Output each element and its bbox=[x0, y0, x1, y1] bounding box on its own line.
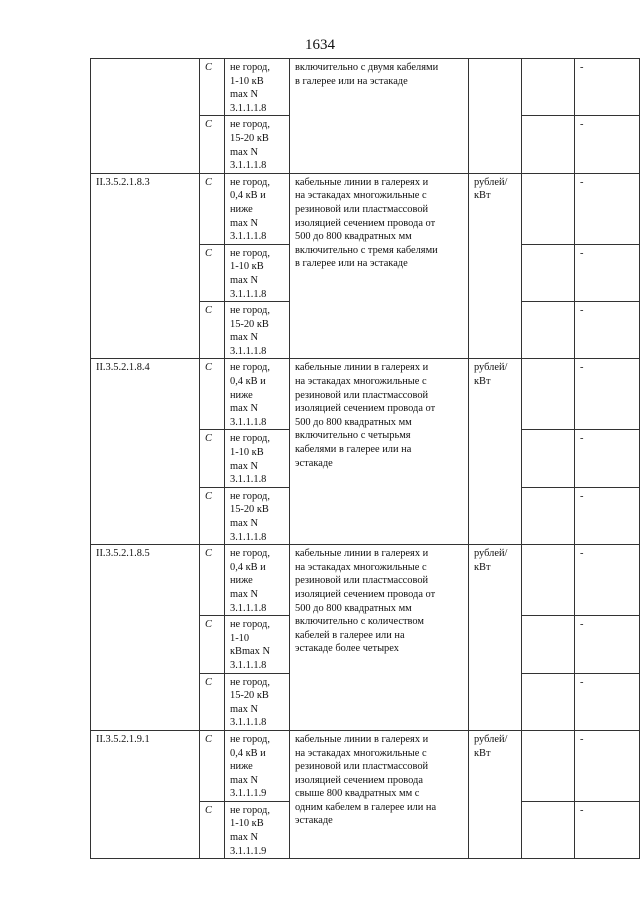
category-cell bbox=[200, 59, 225, 116]
category-cell-line: С bbox=[205, 619, 212, 631]
description-cell-line: резиновой или пластмассовой bbox=[295, 575, 429, 587]
condition-cell-line: не город, bbox=[230, 433, 270, 445]
unit-cell-line: рублей/ bbox=[474, 733, 508, 745]
code-cell-line: II.3.5.2.1.8.4 bbox=[96, 362, 150, 374]
unit-cell bbox=[469, 359, 522, 545]
condition-cell-line: 3.1.1.1.8 bbox=[230, 102, 267, 114]
description-cell-line: кабелями в галерее или на bbox=[295, 444, 412, 456]
code-cell bbox=[91, 59, 200, 174]
value2-cell-line: - bbox=[580, 548, 584, 560]
condition-cell bbox=[225, 244, 290, 301]
value1-cell bbox=[522, 116, 575, 173]
description-cell bbox=[290, 173, 469, 359]
description-cell-line: резиновой или пластмассовой bbox=[295, 203, 429, 215]
table-row bbox=[91, 173, 640, 244]
category-cell-line: С bbox=[205, 490, 212, 502]
condition-cell-line: 0,4 кВ и bbox=[230, 561, 266, 573]
code-cell bbox=[91, 359, 200, 545]
condition-cell-line: max N bbox=[230, 588, 258, 600]
value2-cell bbox=[575, 430, 640, 487]
condition-cell-line: 3.1.1.1.8 bbox=[230, 160, 267, 172]
category-cell-line: С bbox=[205, 433, 212, 445]
description-cell-line: кабельные линии в галереях и bbox=[295, 176, 429, 188]
value1-cell bbox=[522, 59, 575, 116]
value1-cell bbox=[522, 545, 575, 616]
category-cell bbox=[200, 801, 225, 858]
description-cell-line: одним кабелем в галерее или на bbox=[295, 801, 437, 813]
value2-cell bbox=[575, 673, 640, 730]
description-cell-line: изоляцией сечением провода bbox=[295, 774, 423, 786]
value2-cell bbox=[575, 487, 640, 544]
condition-cell-line: max N bbox=[230, 332, 258, 344]
value1-cell bbox=[522, 487, 575, 544]
condition-cell-line: max N bbox=[230, 403, 258, 415]
unit-cell bbox=[469, 59, 522, 174]
value1-cell bbox=[522, 244, 575, 301]
value1-cell bbox=[522, 801, 575, 858]
value2-cell bbox=[575, 359, 640, 430]
category-cell-line: С bbox=[205, 676, 212, 688]
value1-cell bbox=[522, 430, 575, 487]
category-cell-line: С bbox=[205, 548, 212, 560]
condition-cell-line: ниже bbox=[230, 575, 253, 587]
description-cell-line: резиновой или пластмассовой bbox=[295, 389, 429, 401]
description-cell bbox=[290, 545, 469, 731]
value2-cell-line: - bbox=[580, 247, 584, 259]
code-cell-line: II.3.5.2.1.9.1 bbox=[96, 733, 150, 745]
category-cell-line: С bbox=[205, 247, 212, 259]
value1-cell bbox=[522, 302, 575, 359]
category-cell bbox=[200, 545, 225, 616]
description-cell-line: изоляцией сечением провода от bbox=[295, 403, 436, 415]
table-row bbox=[91, 730, 640, 801]
unit-cell bbox=[469, 545, 522, 731]
description-cell bbox=[290, 730, 469, 858]
condition-cell-line: 1-10 кВ bbox=[230, 818, 264, 830]
condition-cell-line: 15-20 кВ bbox=[230, 132, 269, 144]
category-cell-line: С bbox=[205, 305, 212, 317]
condition-cell bbox=[225, 173, 290, 244]
table-row bbox=[91, 359, 640, 430]
category-cell-line: С bbox=[205, 176, 212, 188]
condition-cell-line: 0,4 кВ и bbox=[230, 190, 266, 202]
value2-cell bbox=[575, 244, 640, 301]
condition-cell-line: 1-10 кВ bbox=[230, 75, 264, 87]
condition-cell-line: 15-20 кВ bbox=[230, 318, 269, 330]
condition-cell-line: max N bbox=[230, 217, 258, 229]
unit-cell bbox=[469, 730, 522, 858]
value2-cell-line: - bbox=[580, 176, 584, 188]
value2-cell bbox=[575, 59, 640, 116]
description-cell-line: эстакаде bbox=[295, 457, 333, 469]
category-cell bbox=[200, 673, 225, 730]
code-cell-line: II.3.5.2.1.8.3 bbox=[96, 176, 150, 188]
condition-cell-line: 3.1.1.1.8 bbox=[230, 288, 267, 300]
condition-cell-line: 15-20 кВ bbox=[230, 504, 269, 516]
condition-cell-line: не город, bbox=[230, 548, 270, 560]
value2-cell bbox=[575, 302, 640, 359]
description-cell-line: кабельные линии в галереях и bbox=[295, 548, 429, 560]
value2-cell-line: - bbox=[580, 433, 584, 445]
table-body bbox=[91, 59, 640, 859]
description-cell-line: свыше 800 квадратных мм с bbox=[295, 788, 420, 800]
unit-cell-line: рублей/ bbox=[474, 548, 508, 560]
description-cell-line: эстакаде более четырех bbox=[295, 643, 399, 655]
value2-cell bbox=[575, 545, 640, 616]
condition-cell-line: не город, bbox=[230, 733, 270, 745]
condition-cell bbox=[225, 430, 290, 487]
condition-cell-line: не город, bbox=[230, 490, 270, 502]
condition-cell bbox=[225, 616, 290, 673]
description-cell-line: 500 до 800 квадратных мм bbox=[295, 416, 412, 428]
description-cell-line: на эстакадах многожильные с bbox=[295, 190, 427, 202]
unit-cell-line: кВт bbox=[474, 190, 491, 202]
category-cell-line: С bbox=[205, 362, 212, 374]
condition-cell-line: 3.1.1.1.8 bbox=[230, 659, 267, 671]
value1-cell bbox=[522, 173, 575, 244]
description-cell-line: включительно с количеством bbox=[295, 616, 424, 628]
tariff-table bbox=[90, 58, 640, 859]
condition-cell-line: 3.1.1.1.8 bbox=[230, 474, 267, 486]
value2-cell bbox=[575, 730, 640, 801]
table-row bbox=[91, 545, 640, 616]
condition-cell-line: max N bbox=[230, 89, 258, 101]
unit-cell bbox=[469, 173, 522, 359]
condition-cell bbox=[225, 801, 290, 858]
condition-cell-line: не город, bbox=[230, 305, 270, 317]
condition-cell-line: max N bbox=[230, 460, 258, 472]
condition-cell-line: 3.1.1.1.8 bbox=[230, 717, 267, 729]
category-cell-line: С bbox=[205, 119, 212, 131]
value1-cell bbox=[522, 730, 575, 801]
condition-cell-line: ниже bbox=[230, 761, 253, 773]
condition-cell bbox=[225, 545, 290, 616]
condition-cell bbox=[225, 730, 290, 801]
code-cell-line: II.3.5.2.1.8.5 bbox=[96, 548, 150, 560]
category-cell bbox=[200, 359, 225, 430]
condition-cell-line: не город, bbox=[230, 176, 270, 188]
description-cell-line: кабельные линии в галереях и bbox=[295, 362, 429, 374]
condition-cell-line: 0,4 кВ и bbox=[230, 376, 266, 388]
description-cell-line: резиновой или пластмассовой bbox=[295, 761, 429, 773]
value2-cell-line: - bbox=[580, 733, 584, 745]
condition-cell-line: не город, bbox=[230, 247, 270, 259]
condition-cell-line: max N bbox=[230, 832, 258, 844]
description-cell bbox=[290, 359, 469, 545]
value2-cell-line: - bbox=[580, 305, 584, 317]
condition-cell-line: не город, bbox=[230, 119, 270, 131]
condition-cell bbox=[225, 487, 290, 544]
condition-cell bbox=[225, 116, 290, 173]
value2-cell-line: - bbox=[580, 62, 584, 73]
value2-cell-line: - bbox=[580, 676, 584, 688]
condition-cell-line: 15-20 кВ bbox=[230, 690, 269, 702]
condition-cell bbox=[225, 59, 290, 116]
category-cell bbox=[200, 730, 225, 801]
description-cell-line: 500 до 800 квадратных мм bbox=[295, 231, 412, 243]
condition-cell-line: не город, bbox=[230, 619, 270, 631]
description-cell-line: кабелей в галерее или на bbox=[295, 629, 405, 641]
condition-cell-line: 3.1.1.1.8 bbox=[230, 231, 267, 243]
condition-cell-line: кВmax N bbox=[230, 646, 270, 658]
category-cell bbox=[200, 487, 225, 544]
condition-cell-line: 0,4 кВ и bbox=[230, 747, 266, 759]
description-cell-line: в галерее или на эстакаде bbox=[295, 75, 408, 87]
condition-cell-line: не город, bbox=[230, 362, 270, 374]
condition-cell-line: max N bbox=[230, 518, 258, 529]
description-cell-line: 500 до 800 квадратных мм bbox=[295, 602, 412, 614]
condition-cell-line: 1-10 кВ bbox=[230, 261, 264, 273]
category-cell bbox=[200, 116, 225, 173]
description-cell-line: изоляцией сечением провода от bbox=[295, 217, 436, 229]
description-cell-line: кабельные линии в галереях и bbox=[295, 733, 429, 745]
description-cell-line: включительно с двумя кабелями bbox=[295, 62, 439, 73]
value2-cell bbox=[575, 116, 640, 173]
table-row bbox=[91, 59, 640, 116]
value1-cell bbox=[522, 673, 575, 730]
description-cell-line: в галерее или на эстакаде bbox=[295, 258, 408, 270]
value2-cell-line: - bbox=[580, 490, 584, 502]
category-cell-line: С bbox=[205, 733, 212, 745]
unit-cell-line: кВт bbox=[474, 376, 491, 388]
unit-cell-line: кВт bbox=[474, 747, 491, 759]
value2-cell-line: - bbox=[580, 362, 584, 374]
condition-cell-line: 3.1.1.1.8 bbox=[230, 345, 267, 357]
description-cell bbox=[290, 59, 469, 174]
category-cell bbox=[200, 430, 225, 487]
category-cell bbox=[200, 244, 225, 301]
code-cell bbox=[91, 173, 200, 359]
description-cell-line: эстакаде bbox=[295, 815, 333, 827]
value2-cell-line: - bbox=[580, 619, 584, 631]
value2-cell bbox=[575, 173, 640, 244]
condition-cell-line: 1-10 кВ bbox=[230, 447, 264, 459]
page-number: 1634 bbox=[305, 37, 335, 53]
description-cell-line: включительно с четырьмя bbox=[295, 430, 411, 442]
category-cell-line: С bbox=[205, 62, 212, 73]
condition-cell-line: max N bbox=[230, 274, 258, 286]
description-cell-line: включительно с тремя кабелями bbox=[295, 244, 438, 256]
condition-cell-line: не город, bbox=[230, 62, 270, 73]
value2-cell bbox=[575, 801, 640, 858]
condition-cell-line: не город, bbox=[230, 804, 270, 816]
unit-cell-line: кВт bbox=[474, 561, 491, 573]
condition-cell-line: max N bbox=[230, 774, 258, 786]
condition-cell-line: 3.1.1.1.9 bbox=[230, 788, 267, 800]
value2-cell-line: - bbox=[580, 804, 584, 816]
condition-cell-line: 3.1.1.1.8 bbox=[230, 416, 267, 428]
condition-cell-line: max N bbox=[230, 146, 258, 158]
condition-cell-line: ниже bbox=[230, 389, 253, 401]
condition-cell-line: max N bbox=[230, 703, 258, 715]
description-cell-line: изоляцией сечением провода от bbox=[295, 588, 436, 600]
condition-cell-line: 3.1.1.1.8 bbox=[230, 531, 267, 543]
condition-cell-line: 3.1.1.1.8 bbox=[230, 602, 267, 614]
code-cell bbox=[91, 730, 200, 858]
description-cell-line: на эстакадах многожильные с bbox=[295, 561, 427, 573]
condition-cell-line: ниже bbox=[230, 203, 253, 215]
category-cell bbox=[200, 173, 225, 244]
unit-cell-line: рублей/ bbox=[474, 176, 508, 188]
value2-cell-line: - bbox=[580, 119, 584, 131]
description-cell-line: на эстакадах многожильные с bbox=[295, 376, 427, 388]
category-cell bbox=[200, 616, 225, 673]
value2-cell bbox=[575, 616, 640, 673]
unit-cell-line: рублей/ bbox=[474, 362, 508, 374]
description-cell-line: на эстакадах многожильные с bbox=[295, 747, 427, 759]
value1-cell bbox=[522, 616, 575, 673]
condition-cell bbox=[225, 302, 290, 359]
condition-cell bbox=[225, 673, 290, 730]
value1-cell bbox=[522, 359, 575, 430]
category-cell-line: С bbox=[205, 804, 212, 816]
code-cell bbox=[91, 545, 200, 731]
condition-cell bbox=[225, 359, 290, 430]
condition-cell-line: не город, bbox=[230, 676, 270, 688]
condition-cell-line: 1-10 bbox=[230, 632, 250, 644]
category-cell bbox=[200, 302, 225, 359]
condition-cell-line: 3.1.1.1.9 bbox=[230, 845, 267, 857]
